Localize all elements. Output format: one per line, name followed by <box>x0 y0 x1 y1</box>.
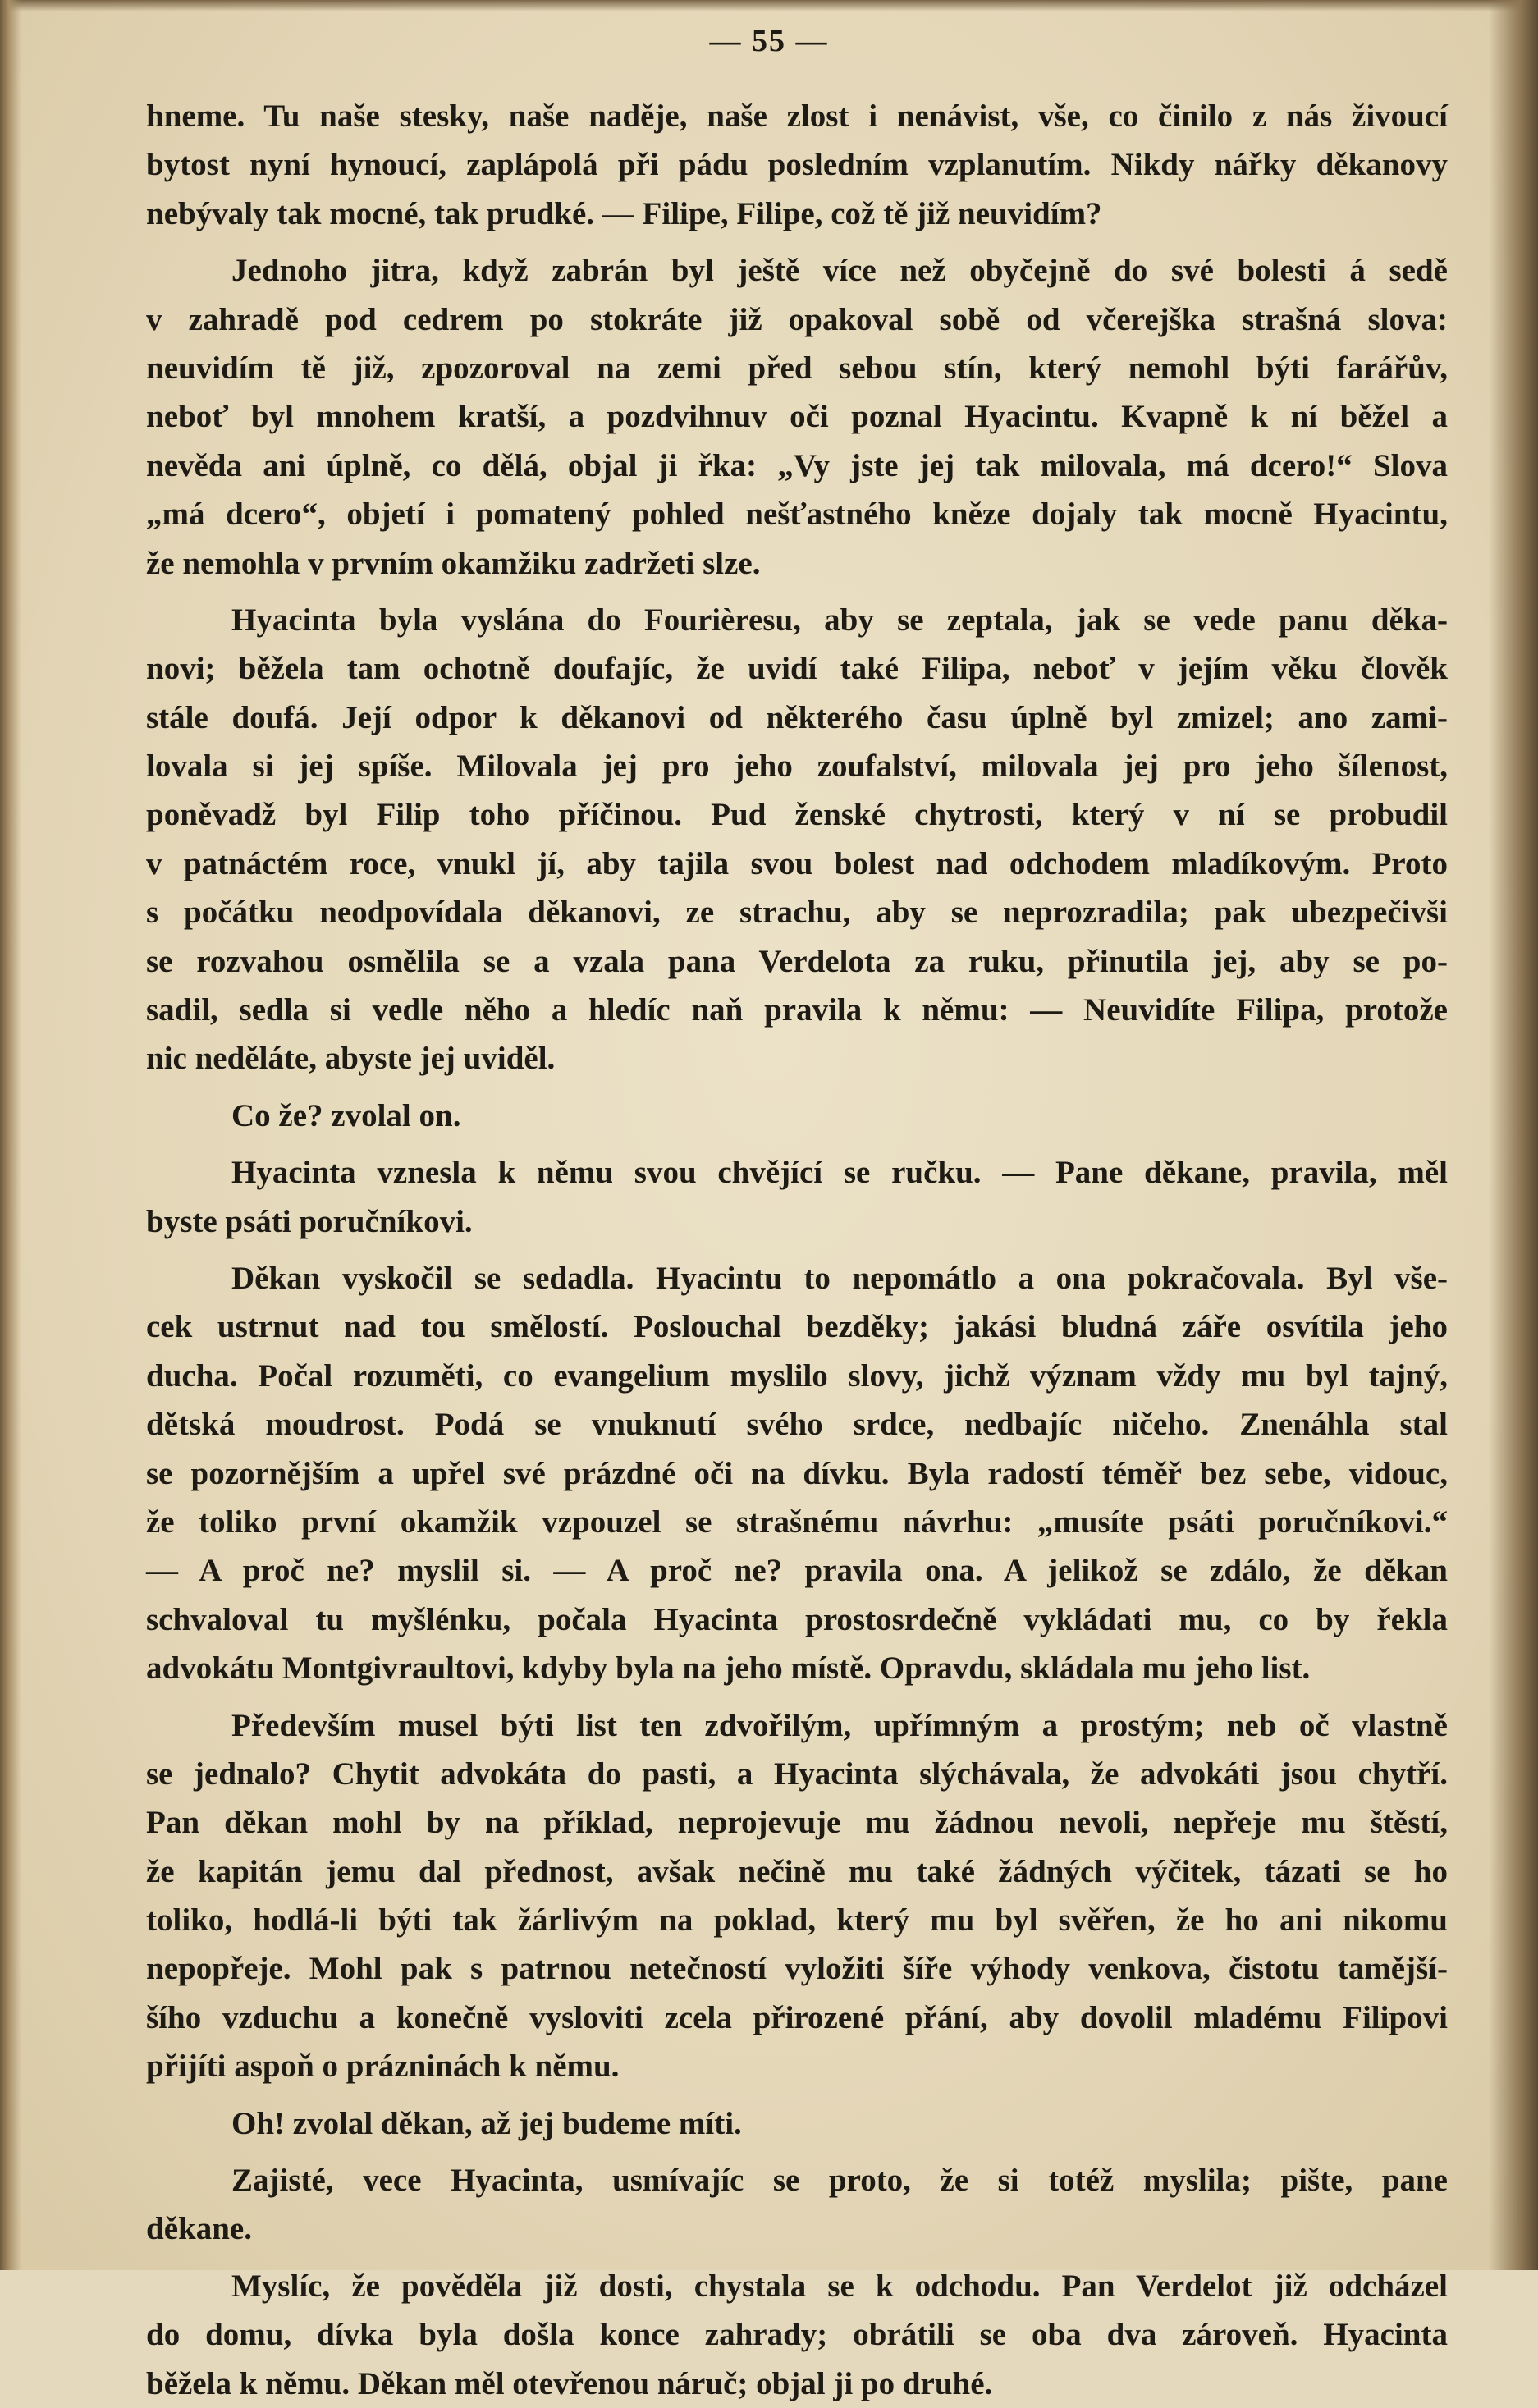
text-line: že toliko první okamžik vzpouzel se strašnému návrhu: „musíte psáti poručníkovi.“ <box>146 1504 1448 1540</box>
text-line: sadil, sedla si vedle něho a hledíc naň pravila k němu: — Neuvidíte Filipa, protože <box>146 992 1448 1028</box>
text-line: Myslíc, že pověděla již dosti, chystala se k odchodu. Pan Verdelot již odcházel <box>231 2268 1448 2304</box>
text-line: dětská moudrost. Podá se vnuknutí svého srdce, nedbajíc ničeho. Znenáhla stal <box>146 1407 1448 1443</box>
text-line: byste psáti poručníkovi. <box>146 1203 473 1239</box>
text-line: Oh! zvolal děkan, až jej budeme míti. <box>231 2105 742 2141</box>
text-line: hneme. Tu naše stesky, naše naděje, naše zlost i nenávist, vše, co činilo z nás živoucí <box>146 98 1448 134</box>
text-line: šího vzduchu a konečně vysloviti zcela přirozené přání, aby dovolil mladému Filipovi <box>146 1999 1448 2035</box>
paragraph-gap <box>146 238 1448 246</box>
text-line: v patnáctém roce, vnukl jí, aby tajila svou bolest nad odchodem mladíkovým. Proto <box>146 845 1448 881</box>
paragraph <box>146 1092 1448 1140</box>
text-line: se rozvahou osmělila se a vzala pana Verdelota za ruku, přinutila jej, aby se po- <box>146 943 1448 979</box>
paragraph-gap <box>146 1083 1448 1092</box>
text-line: se jednalo? Chytit advokáta do pasti, a Hyacinta slýchávala, že advokáti jsou chytří. <box>146 1756 1448 1792</box>
text-line: Hyacinta byla vyslána do Fourièresu, aby se zeptala, jak se vede panu děka- <box>231 602 1448 638</box>
text-line: ducha. Počal rozuměti, co evangelium myslilo slovy, jichž význam vždy mu byl tajný, <box>146 1357 1448 1394</box>
paragraph <box>146 1148 1448 1246</box>
text-line: nevěda ani úplně, co dělá, objal ji řka: „Vy jste jej tak milovala, má dcero!“ Slova <box>146 447 1448 483</box>
paragraph-gap <box>146 588 1448 596</box>
text-line: nic neděláte, abyste jej uviděl. <box>146 1041 556 1077</box>
text-line: Děkan vyskočil se sedadla. Hyacintu to nepomátlo a ona pokračovala. Byl vše- <box>231 1260 1448 1296</box>
page-edge-left <box>0 0 21 2270</box>
text-line: do domu, dívka byla došla konce zahrady; obrátili se oba dva zároveň. Hyacinta <box>146 2317 1448 2353</box>
text-line: poněvadž byl Filip toho příčinou. Pud ženské chytrosti, který v ní se probudil <box>146 797 1448 833</box>
text-line: nepopřeje. Mohl pak s patrnou netečností vyložiti šíře výhody venkova, čistotu tamější- <box>146 1951 1448 1987</box>
paragraph-gap <box>146 2254 1448 2262</box>
paragraph-gap <box>146 1246 1448 1254</box>
paragraph-gap <box>146 1693 1448 1701</box>
text-line: neboť byl mnohem kratší, a pozdvihnuv oči poznal Hyacintu. Kvapně k ní běžel a <box>146 399 1448 435</box>
text-line: Hyacinta vznesla k němu svou chvějící se ručku. — Pane děkane, pravila, měl <box>231 1155 1448 1191</box>
text-line: advokátu Montgivraultovi, kdyby byla na jeho místě. Opravdu, skládala mu jeho list. <box>146 1650 1311 1687</box>
paragraph <box>146 246 1448 588</box>
text-line: děkane. <box>146 2211 252 2247</box>
text-line: v zahradě pod cedrem po stokráte již opakoval sobě od včerejška strašná slova: <box>146 301 1448 337</box>
text-line: — A proč ne? myslil si. — A proč ne? pravila ona. A jelikož se zdálo, že děkan <box>146 1553 1448 1589</box>
text-line: neuvidím tě již, zpozoroval na zemi před sebou stín, který nemohl býti farářův, <box>146 350 1448 386</box>
text-line: přijíti aspoň o prázninách k němu. <box>146 2049 620 2085</box>
text-line: novi; běžela tam ochotně doufajíc, že uvidí také Filipa, neboť v jejím věku člověk <box>146 651 1448 687</box>
paragraph <box>146 1701 1448 2091</box>
text-line: bytost nyní hynoucí, zaplápolá při pádu posledním vzplanutím. Nikdy nářky děkanovy <box>146 147 1448 183</box>
text-line: stále doufá. Její odpor k děkanovi od některého času úplně byl zmizel; ano zami- <box>146 699 1448 735</box>
text-line: se pozornějším a upřel své prázdné oči na dívku. Byla radostí téměř bez sebe, vidouc, <box>146 1455 1448 1491</box>
paragraph <box>146 2262 1448 2408</box>
text-line: nebývaly tak mocné, tak prudké. — Filipe, Filipe, což tě již neuvidím? <box>146 195 1102 231</box>
text-line: běžela k němu. Děkan měl otevřenou náruč; objal ji po druhé. <box>146 2365 993 2401</box>
paragraph-gap <box>146 2091 1448 2099</box>
paragraph <box>146 1254 1448 1693</box>
text-line: Zajisté, vece Hyacinta, usmívajíc se proto, že si totéž myslila; pište, pane <box>231 2163 1448 2199</box>
text-line: toliko, hodlá-li býti tak žárlivým na poklad, který mu byl svěřen, že ho ani nikomu <box>146 1902 1448 1939</box>
paragraph-gap <box>146 1140 1448 1148</box>
text-line: „má dcero“, objetí i pomatený pohled nešťastného kněze dojaly tak mocně Hyacintu, <box>146 497 1448 533</box>
page-edge-right <box>1489 0 1538 2270</box>
paragraph <box>146 2099 1448 2148</box>
paragraph-gap <box>146 2148 1448 2156</box>
text-line: že nemohla v prvním okamžiku zadržeti slze. <box>146 545 761 581</box>
text-line: Co že? zvolal on. <box>231 1097 461 1133</box>
page-number: — 55 — <box>709 24 829 58</box>
page-edge-top <box>0 0 1538 11</box>
paragraph <box>146 596 1448 1083</box>
text-line: že kapitán jemu dal přednost, avšak nečině mu také žádných výčitek, tázati se ho <box>146 1853 1448 1889</box>
paragraph <box>146 2156 1448 2254</box>
body-text <box>146 92 1448 2408</box>
text-line: s počátku neodpovídala děkanovi, ze strachu, aby se neprozradila; pak ubezpečivši <box>146 895 1448 931</box>
text-line: Pan děkan mohl by na příklad, neprojevuje mu žádnou nevoli, nepřeje mu štěstí, <box>146 1805 1448 1841</box>
text-line: Jednoho jitra, když zabrán byl ještě více než obyčejně do své bolesti á sedě <box>231 253 1448 289</box>
text-line: lovala si jej spíše. Milovala jej pro jeho zoufalství, milovala jej pro jeho šílenost, <box>146 748 1448 785</box>
text-line: schvaloval tu myšlénku, počala Hyacinta prostosrdečně vykládati mu, co by řekla <box>146 1601 1448 1637</box>
text-line: Především musel býti list ten zdvořilým, upřímným a prostým; neb oč vlastně <box>231 1707 1448 1743</box>
text-line: cek ustrnut nad tou smělostí. Poslouchal bezděky; jakási bludná záře osvítila jeho <box>146 1309 1448 1345</box>
paragraph <box>146 92 1448 238</box>
